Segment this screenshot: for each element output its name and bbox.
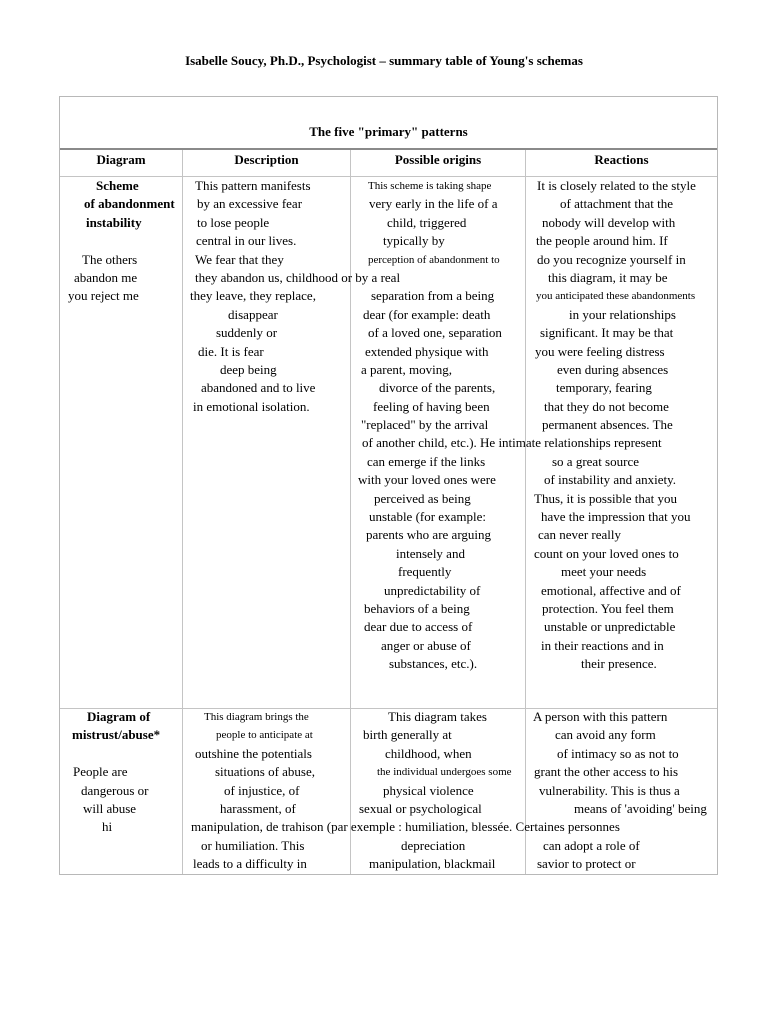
cell-text-line: nobody will develop with xyxy=(542,214,676,230)
row2-diagram-cell xyxy=(60,708,160,837)
cell-text-line: central in our lives. xyxy=(196,233,297,249)
row2-reactions-cell xyxy=(526,708,707,874)
cell-text-line: intensely and xyxy=(396,545,465,561)
cell-text-line: they abandon us, childhood or by a real xyxy=(195,269,401,285)
cell-text-line: This diagram takes xyxy=(388,709,487,724)
table-title: The five "primary" patterns xyxy=(309,124,468,139)
cell-text-line: unstable or unpredictable xyxy=(544,619,676,635)
cell-text-line: of abandonment xyxy=(84,196,175,212)
cell-text-line: can never really xyxy=(538,527,622,543)
cell-text-line: this diagram, it may be xyxy=(548,269,668,285)
cell-text-line: people to anticipate at xyxy=(216,729,313,742)
cell-text-line: die. It is fear xyxy=(198,343,264,359)
cell-text-line: of a loved one, separation xyxy=(368,325,502,341)
cell-text-line: "replaced" by the arrival xyxy=(361,417,489,433)
document-header: Isabelle Soucy, Ph.D., Psychologist – summary table of Young's schemas xyxy=(185,53,583,68)
cell-text-line: depreciation xyxy=(401,837,466,853)
cell-text-line: manipulation, blackmail xyxy=(369,856,496,872)
cell-text-line: This scheme is taking shape xyxy=(368,180,492,192)
row2-origins-cell xyxy=(351,708,512,874)
cell-text-line: they leave, they replace, xyxy=(190,288,316,304)
cell-text-line: of instability and anxiety. xyxy=(544,472,677,488)
cell-text-line: significant. It may be that xyxy=(540,325,674,341)
col-header-diagram: Diagram xyxy=(96,152,146,167)
cell-text-line: with your loved ones were xyxy=(358,472,496,488)
cell-text-line: typically by xyxy=(383,233,445,249)
cell-text-line: feeling of having been xyxy=(373,398,490,414)
cell-text-line: physical violence xyxy=(383,782,474,798)
cell-text-line: in their reactions and in xyxy=(541,637,664,653)
cell-text-line: do you recognize yourself in xyxy=(537,251,686,267)
cell-text-line: unpredictability of xyxy=(384,582,481,598)
cell-text-line: mistrust/abuse* xyxy=(72,727,161,743)
cell-text-line: frequently xyxy=(398,564,452,580)
cell-text-line: anger or abuse of xyxy=(381,637,471,653)
cell-text-line: to lose people xyxy=(197,214,270,230)
cell-text-line: in emotional isolation. xyxy=(193,398,310,414)
cell-text-line: emotional, affective and of xyxy=(541,582,681,598)
cell-text-line xyxy=(60,232,175,250)
cell-text-line xyxy=(526,818,707,836)
cell-text-line: their presence. xyxy=(581,656,657,672)
table-title-row xyxy=(60,97,717,150)
cell-text-line: permanent absences. The xyxy=(542,417,673,433)
cell-text-line xyxy=(351,818,512,836)
col-header-origins: Possible origins xyxy=(394,152,482,167)
cell-text-line: that they do not become xyxy=(544,398,669,414)
cell-text-line: have the impression that you xyxy=(541,509,691,525)
cell-text-line: you were feeling distress xyxy=(535,343,665,359)
cell-text-line: disappear xyxy=(228,306,278,322)
cell-text-line: grant the other access to his xyxy=(534,764,679,780)
cell-text-line: perceived as being xyxy=(374,490,471,506)
cell-text-line: can adopt a role of xyxy=(543,837,640,853)
cell-text-line: perception of abandonment to xyxy=(368,253,500,266)
cell-text-line: unstable (for example: xyxy=(369,509,486,525)
cell-text-line: dear due to access of xyxy=(364,619,473,635)
cell-text-line: Thus, it is possible that you xyxy=(534,490,677,506)
cell-text-line: parents who are arguing xyxy=(366,527,492,543)
cell-text-line: harassment, of xyxy=(220,800,296,816)
cell-text-line: birth generally at xyxy=(363,727,452,743)
cell-text-line: meet your needs xyxy=(561,564,647,580)
cell-text-line: behaviors of a being xyxy=(364,600,470,616)
cell-text-line: or humiliation. This xyxy=(201,837,305,853)
cell-text-line: leads to a difficulty in xyxy=(193,856,307,872)
cell-text-line: manipulation, de trahison (par exemple : humiliation, blessée. Certaines personnes xyxy=(191,819,620,835)
cell-text-line: situations of abuse, xyxy=(215,764,316,780)
cell-text-line: People are xyxy=(73,764,128,780)
cell-text-line: instability xyxy=(86,214,142,230)
cell-text-line: can emerge if the links xyxy=(367,453,486,469)
cell-text-line: suddenly or xyxy=(216,325,278,341)
cell-text-line: means of 'avoiding' being xyxy=(574,800,707,816)
cell-text-line: of attachment that the xyxy=(560,196,673,212)
cell-text-line: separation from a being xyxy=(371,288,495,304)
row1-reactions-cell xyxy=(526,177,696,674)
cell-text-line: deep being xyxy=(220,361,277,377)
cell-text-line: dear (for example: death xyxy=(363,306,491,322)
cell-text-line: the people around him. If xyxy=(536,233,668,249)
cell-text-line: This diagram brings the xyxy=(204,711,309,723)
cell-text-line: Scheme xyxy=(96,178,139,193)
cell-text-line: divorce of the parents, xyxy=(379,380,496,396)
cell-text-line xyxy=(526,434,696,452)
cell-text-line: abandoned and to live xyxy=(201,380,316,396)
cell-text-line: substances, etc.). xyxy=(389,656,478,672)
cell-text-line: count on your loved ones to xyxy=(534,545,679,561)
cell-text-line: vulnerability. This is thus a xyxy=(539,782,680,798)
cell-text-line: of injustice, of xyxy=(224,782,300,798)
cell-text-line: you anticipated these abandonments xyxy=(536,290,696,303)
cell-text-line: even during absences xyxy=(557,361,669,377)
cell-text-line: in your relationships xyxy=(569,306,676,322)
cell-text-line: savior to protect or xyxy=(537,856,636,872)
cell-text-line: the individual undergoes some xyxy=(377,766,512,779)
cell-text-line xyxy=(60,745,160,763)
cell-text-line: dangerous or xyxy=(81,782,149,798)
cell-text-line: sexual or psychological xyxy=(359,800,482,816)
cell-text-line: of intimacy so as not to xyxy=(557,745,679,761)
schema-table xyxy=(59,96,718,875)
cell-text-line: of another child, etc.). He intimate relationships represent xyxy=(362,435,662,451)
cell-text-line: abandon me xyxy=(74,269,138,285)
cell-text-line: outshine the potentials xyxy=(195,745,312,761)
col-header-description: Description xyxy=(234,152,299,167)
cell-text-line: a parent, moving, xyxy=(361,361,452,377)
cell-text-line: This pattern manifests xyxy=(195,178,311,193)
cell-text-line: extended physique with xyxy=(365,343,489,359)
cell-text-line: temporary, fearing xyxy=(556,380,652,396)
cell-text-line: can avoid any form xyxy=(555,727,656,743)
cell-text-line: We fear that they xyxy=(195,251,284,267)
cell-text-line: will abuse xyxy=(83,800,137,816)
cell-text-line: you reject me xyxy=(68,288,139,304)
cell-text-line: Diagram of xyxy=(87,709,151,724)
cell-text-line: childhood, when xyxy=(385,745,472,761)
cell-text-line: by an excessive fear xyxy=(197,196,303,212)
row1-diagram-cell xyxy=(60,177,175,306)
col-header-reactions: Reactions xyxy=(594,152,649,167)
cell-text-line: The others xyxy=(82,251,138,267)
cell-text-line: hi xyxy=(102,819,113,835)
cell-text-line: It is closely related to the style xyxy=(537,178,696,193)
cell-text-line: very early in the life of a xyxy=(369,196,498,212)
cell-text-line: A person with this pattern xyxy=(533,709,668,724)
cell-text-line: child, triggered xyxy=(387,214,467,230)
cell-text-line: protection. You feel them xyxy=(542,600,674,616)
cell-text-line: so a great source xyxy=(552,453,639,469)
